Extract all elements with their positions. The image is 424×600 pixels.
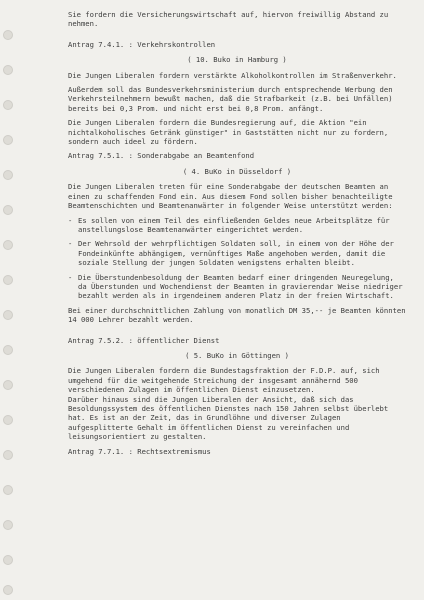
paragraph: Bei einer durchschnittlichen Zahlung von monatlich DM 35,-- je Beamten könnten 14 000 Lehrer bezahlt werden. [68, 305, 410, 325]
punch-hole [3, 415, 13, 425]
punch-hole [3, 100, 13, 110]
punch-holes [3, 0, 13, 600]
document-body [68, 10, 410, 462]
paragraph: Die Jungen Liberalen fordern verstärkte Alkoholkontrollen im Straßenverkehr. [68, 70, 397, 80]
paragraph: Außerdem soll das Bundesverkehrsministerium durch entsprechende Werbung den Verkehrsteilnehmern bewußt machen, daß die Strafbarkeit (z.B. bei Unfällen) bereits bei 0,3 Prom. und nicht erst bei 0,8 Prom. anfängt. [68, 85, 397, 113]
bullet-list [68, 216, 406, 301]
list-item: - Es sollen von einem Teil des einfließenden Geldes neue Arbeitsplätze für anstellungslose Beamtenanwärter eingerichtet werden. [68, 216, 406, 235]
paragraph: Die Jungen Liberalen fordern die Bundestagsfraktion der F.D.P. auf, sich umgehend für die weitgehende Streichung der insgesamt annähernd 500 verschiedenen Zulagen im öffentlichen Dienst einzusetzen. Darüber hinaus sind die Jungen Liberalen der Ansicht, daß sich das Besoldungssystem des öffentlichen Dienstes nach 150 Jahren selbst überlebt hat. Es ist an der Zeit, das in Grundlöhne und diverser Zulagen aufgesplitterte Gehalt im öffentlichen Dienst zu vereinfachen und leisungsorientiert zu gestalten. [68, 366, 389, 442]
conference-note: ( 4. BuKo in Düsseldorf ) [182, 166, 292, 176]
list-item: - Die Überstundenbesoldung der Beamten bedarf einer dringenden Neuregelung, da Überstunden und Wochendienst der Beamten in gravierendar Weise niedriger bezahlt werden als in irgendeinem anderen Platz in der freien Wirtschaft. [68, 273, 406, 301]
conference-note: ( 10. Buko in Hamburg ) [187, 55, 287, 65]
list-item: - Der Wehrsold der wehrpflichtigen Soldaten soll, in einem von der Höhe der Fondeinkünfte abhängigem, vernünftiges Maße angehoben werden, damit die soziale Stellung der jungen Soldaten wenigstens erhalten bleibt. [68, 239, 406, 267]
motion-heading: Antrag 7.5.2. : öffentlicher Dienst [68, 335, 220, 345]
motion-heading: Antrag 7.7.1. : Rechtsextremismus [68, 446, 211, 456]
conference-note: ( 5. BuKo in Göttingen ) [185, 350, 289, 360]
punch-hole [3, 30, 13, 40]
motion-heading: Antrag 7.4.1. : Verkehrskontrollen [68, 39, 216, 49]
punch-hole [3, 585, 13, 595]
punch-hole [3, 345, 13, 355]
punch-hole [3, 205, 13, 215]
punch-hole [3, 170, 13, 180]
punch-hole [3, 65, 13, 75]
punch-hole [3, 240, 13, 250]
punch-hole [3, 555, 13, 565]
punch-hole [3, 450, 13, 460]
punch-hole [3, 520, 13, 530]
punch-hole [3, 275, 13, 285]
paragraph: Die Jungen Liberalen fordern die Bundesregierung auf, die Aktion "ein nichtalkoholisches Getränk günstiger" in Gaststätten nicht nur zu fordern, sondern auch ideel zu fördern. [68, 118, 393, 147]
motion-heading: Antrag 7.5.1. : Sonderabgabe an Beamtenfond [68, 151, 255, 161]
punch-hole [3, 485, 13, 495]
punch-hole [3, 310, 13, 320]
punch-hole [3, 135, 13, 145]
paragraph: Sie fordern die Versicherungswirtschaft auf, hiervon freiwillig Abstand zu nehmen. [68, 10, 393, 29]
paragraph: Die Jungen Liberalen treten für eine Sonderabgabe der deutschen Beamten an einen zu schaffenden Fond ein. Aus diesem Fond sollen bisher benachteiligte Beamtenschichten und Beamtenanwärter in folgender Weise unterstützt werden: [68, 182, 397, 211]
punch-hole [3, 380, 13, 390]
